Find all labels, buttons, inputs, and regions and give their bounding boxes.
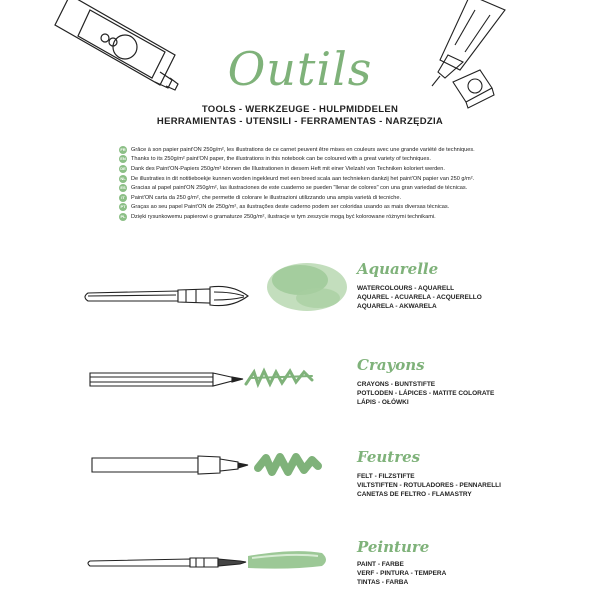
intro-row <box>119 145 519 155</box>
tool-translation-line: POTLODEN - LÁPICES - MATITE COLORATE <box>357 390 495 397</box>
subtitle-line-1: TOOLS - WERKZEUGE - HULPMIDDELEN <box>201 104 399 115</box>
felt-pen-icon <box>92 456 248 474</box>
language-badge: NL <box>120 175 126 181</box>
watercolour-swatch <box>267 263 347 311</box>
tool-translation-line: PAINT - FARBE <box>357 561 404 568</box>
intro-row <box>119 183 519 193</box>
tool-translation-line: LÁPIS - OŁÓWKI <box>357 399 409 406</box>
tool-name: Aquarelle <box>357 260 439 278</box>
tool-translation-line: WATERCOLOURS - AQUARELL <box>357 285 455 292</box>
tool-section-feutres <box>357 448 501 499</box>
language-badge: PT <box>120 204 126 210</box>
intro-text: Paint'ON carta da 250 g/m², che permette di colorare le illustrazioni utilizzando una ampia varietà di tecniche. <box>131 194 402 201</box>
intro-row <box>119 212 519 222</box>
language-badge: DE <box>120 165 126 171</box>
tool-translation-line: TINTAS - FARBA <box>357 579 409 586</box>
language-badge: EN <box>120 156 126 162</box>
tool-name: Crayons <box>357 356 425 374</box>
tool-name: Feutres <box>357 448 421 466</box>
intro-text: Gracias al papel paint'ON 250g/m², las ilustraciones de este cuaderno se pueden "llenar de colores" con una gran variedad de técnicas. <box>131 185 468 192</box>
intro-row <box>119 174 519 184</box>
tool-translations <box>357 472 501 499</box>
tool-translation-line: VERF - PINTURA - TEMPERA <box>357 570 447 577</box>
intro-text: Grâce à son papier paint'ON 250g/m², les illustrations de ce carnet peuvent être mises en couleurs avec une grande variété de techniques. <box>131 146 475 153</box>
tool-section-crayons <box>357 356 494 407</box>
crayon-swatch <box>246 371 312 384</box>
intro-text: De illustraties in dit notitieboekje kunnen worden ingekleurd met een breed scala aan technieken dankzij het paint'ON papier van 250 g/m². <box>131 175 475 182</box>
intro-row <box>119 193 519 203</box>
language-badge: PL <box>120 213 126 219</box>
tool-translations <box>357 284 482 311</box>
watercolour-brush-icon <box>85 286 248 305</box>
tool-translation-line: CRAYONS - BUNTSTIFTE <box>357 381 436 388</box>
intro-row <box>119 203 519 213</box>
tool-translation-line: AQUARELA - AKWARELA <box>357 303 437 310</box>
pencil-icon <box>90 373 243 386</box>
language-badge: IT <box>119 194 127 202</box>
language-badge: ES <box>120 185 126 191</box>
tool-translations <box>357 380 494 407</box>
language-badge: FR <box>120 146 126 152</box>
subtitle-line-2: HERRAMIENTAS - UTENSILI - FERRAMENTAS - NARZĘDZIA <box>156 116 444 127</box>
intro-row <box>119 155 519 165</box>
intro-text: Thanks to its 250g/m² paint'ON paper, the illustrations in this notebook can be coloured with a great variety of techniques. <box>131 156 431 163</box>
page-title: Outils <box>227 42 373 96</box>
tool-translation-line: FELT - FILZSTIFTE <box>357 473 415 480</box>
intro-text: Graças ao seu papel Paint'ON de 250g/m², as ilustrações deste caderno podem ser coloridas usando as mais diversas técnicas. <box>131 204 450 211</box>
felt-swatch <box>258 457 318 472</box>
intro-text: Dank des Paint'ON-Papiers 250g/m² können die Illustrationen in diesem Heft mit einer Vielzahl von Techniken koloriert werden. <box>131 165 445 172</box>
tool-translation-line: AQUAREL - ACUARELA - ACQUERELLO <box>357 294 482 301</box>
tool-translation-line: VILTSTIFTEN - ROTULADORES - PENNARELLI <box>357 482 501 489</box>
tool-section-aquarelle <box>357 260 482 311</box>
tool-section-peinture <box>357 538 446 587</box>
tool-translations <box>357 560 446 587</box>
intro-row <box>119 164 519 174</box>
tool-translation-line: CANETAS DE FELTRO - FLAMASTRY <box>357 491 472 498</box>
intro-text: Dzięki rysunkowemu papierowi o gramaturze 250g/m², ilustracje w tym zeszycie mogą być kolorowane różnymi technikami. <box>131 213 436 220</box>
tool-name: Peinture <box>357 538 430 556</box>
intro-paragraphs <box>119 145 519 222</box>
paint-brush-icon <box>88 558 246 567</box>
paint-swatch <box>248 551 326 569</box>
